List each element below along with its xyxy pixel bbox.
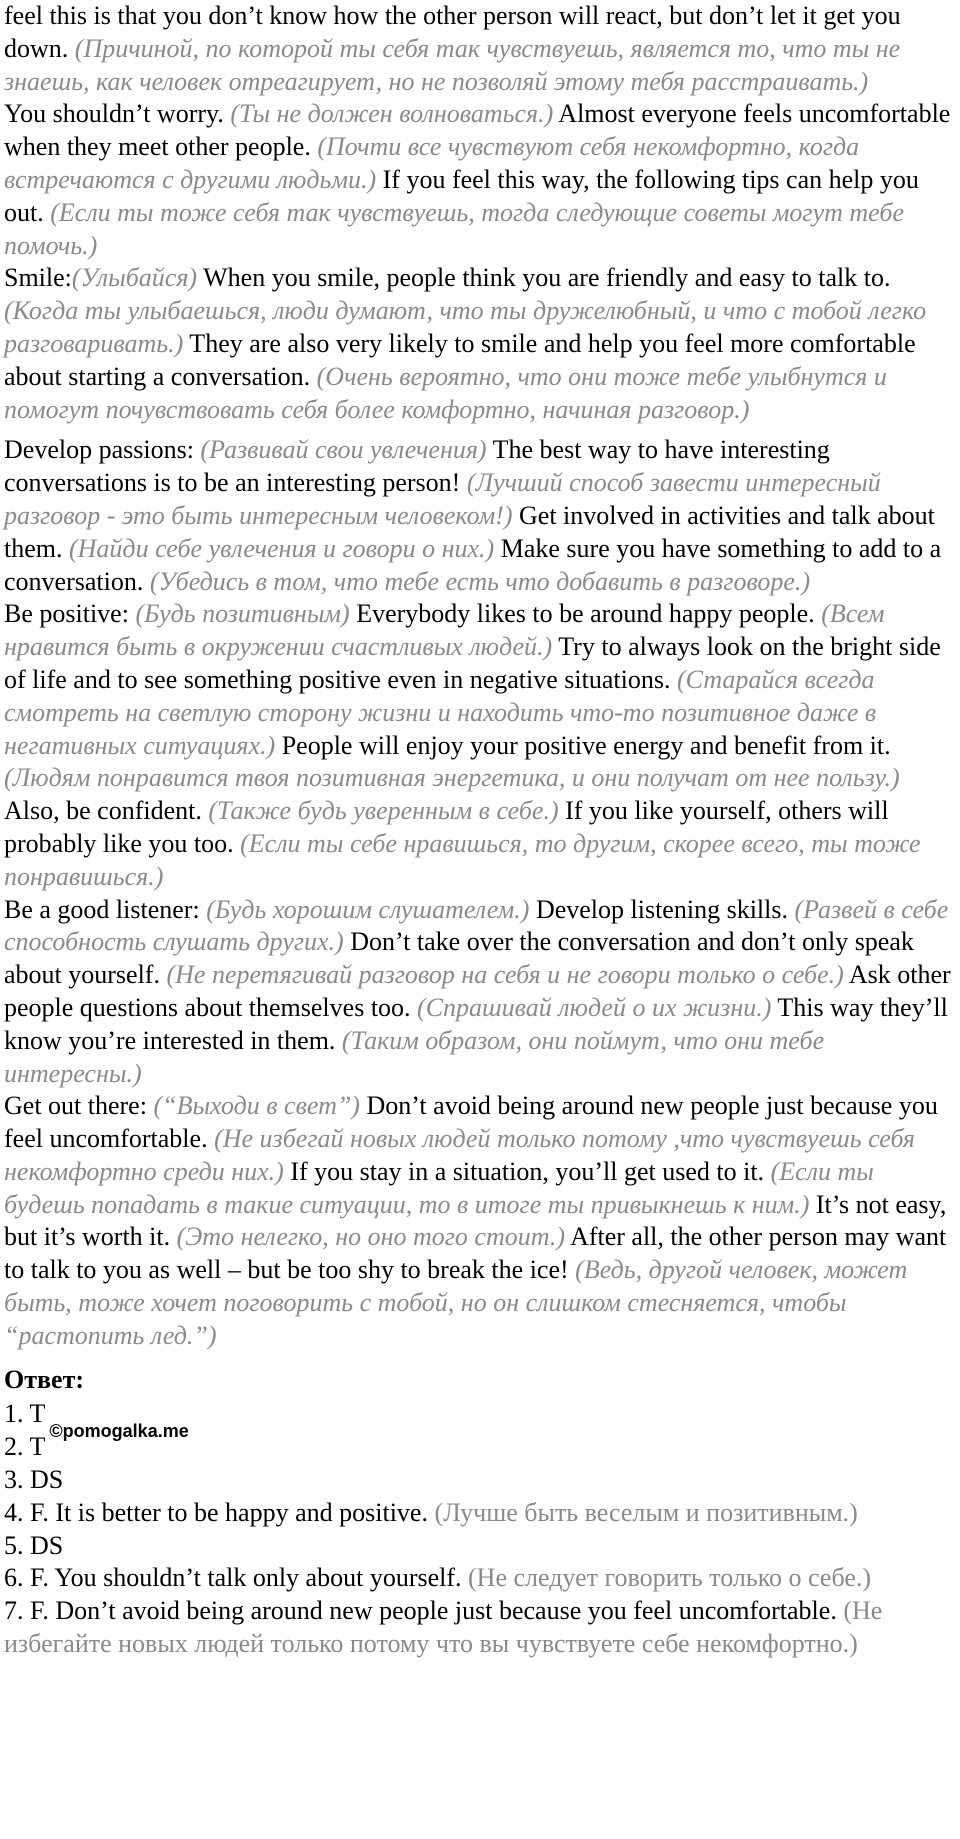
english-text: When you smile, people think you are friendly and easy to talk to. xyxy=(197,263,891,293)
answer-text: 4. F. It is better to be happy and positive. xyxy=(4,1497,435,1527)
english-text: People will enjoy your positive energy and benefit from it. xyxy=(275,730,891,760)
russian-translation: (Если ты себе нравишься, то другим, скорее всего, ты тоже понравишься.) xyxy=(4,828,921,891)
paragraph xyxy=(4,894,956,1091)
english-text: Don’t avoid being around new people just because you feel uncomfortable. xyxy=(4,1091,938,1154)
russian-translation: (Если ты тоже себя так чувствуешь, тогда следующие советы могут тебе помочь.) xyxy=(4,197,904,260)
russian-translation: (Ты не должен волноваться.) xyxy=(230,99,554,129)
answer-translation: (Не избегайте новых людей только потому что вы чувствуете себе некомфортно.) xyxy=(4,1596,883,1659)
english-text: If you stay in a situation, you’ll get used to it. xyxy=(283,1156,771,1186)
russian-translation: (Не избегай новых людей только потому ,что чувствуешь себя некомфортно среди них.) xyxy=(4,1124,915,1186)
paragraph xyxy=(4,1090,956,1352)
english-text: Don’t take over the conversation and don’t only speak about yourself. xyxy=(4,927,914,990)
answer-translation: (Лучше быть веселым и позитивным.) xyxy=(434,1497,858,1527)
watermark-text: ©pomogalka.me xyxy=(49,1421,189,1442)
russian-translation: (Очень вероятно, что они тоже тебе улыбнутся и помогут почувствовать себя более комфортно, начиная разговор.) xyxy=(4,361,887,424)
answer-list xyxy=(4,1398,956,1660)
russian-translation: (Старайся всегда смотреть на светлую сторону жизни и находить что-то позитивное даже в негативных ситуациях.) xyxy=(4,664,877,760)
body-text xyxy=(4,0,956,1353)
russian-translation: (Причиной, по которой ты себя так чувствуешь, является то, что ты не знаешь, как человек отреагирует, но не позволяй этому тебя расстраивать.) xyxy=(4,33,901,96)
english-text: Everybody likes to be around happy people. xyxy=(349,599,822,629)
russian-translation: (Когда ты улыбаешься, люди думают, что ты дружелюбный, и что с тобой легко разговаривать.) xyxy=(4,296,927,358)
russian-translation: (Также будь уверенным в себе.) xyxy=(208,796,559,826)
english-text: Make sure you have something to add to a conversation. xyxy=(4,533,942,596)
english-text: You shouldn’t worry. xyxy=(4,99,231,129)
english-text: If you like yourself, others will probably like you too. xyxy=(4,796,889,858)
russian-translation: (Спрашивай людей о их жизни.) xyxy=(417,992,772,1022)
english-text: The best way to have interesting conversations is to be an interesting person! xyxy=(4,435,830,498)
answer-item xyxy=(4,1497,956,1530)
answer-text: 1. T xyxy=(4,1399,46,1429)
answer-text: 5. DS xyxy=(4,1530,64,1560)
answer-text: 7. F. Don’t avoid being around new people just because you feel uncomfortable. xyxy=(4,1596,844,1626)
english-text: This way they’ll know you’re interested in them. xyxy=(4,992,948,1055)
paragraph xyxy=(4,434,956,598)
russian-translation: (Найди себе увлечения и говори о них.) xyxy=(69,533,495,563)
paragraph xyxy=(4,0,956,98)
russian-translation: (Лучший способ завести интересный разговор - это быть интересным человеком!) xyxy=(4,468,881,530)
russian-translation: (Будь позитивным) xyxy=(135,599,350,629)
answer-text: 6. F. You shouldn’t talk only about yourself. xyxy=(4,1563,469,1593)
english-text: If you feel this way, the following tips can help you out. xyxy=(4,164,919,227)
english-text: Get involved in activities and talk about them. xyxy=(4,500,935,563)
russian-translation: (Развей в себе способность слушать других.) xyxy=(4,894,949,957)
russian-translation: (Будь хорошим слушателем.) xyxy=(206,894,530,924)
paragraph xyxy=(4,98,956,262)
english-text: feel this is that you don’t know how the other person will react, but don’t let it get you down. xyxy=(4,1,901,63)
document-page xyxy=(4,0,956,1661)
russian-translation: (Всем нравится быть в окружении счастливых людей.) xyxy=(4,599,885,662)
answer-item xyxy=(4,1595,956,1661)
english-text: Develop listening skills. xyxy=(529,894,795,924)
russian-translation: (Улыбайся) xyxy=(71,263,198,293)
russian-translation: (Это нелегко, но оно того стоит.) xyxy=(176,1222,565,1252)
paragraph xyxy=(4,598,956,893)
russian-translation: (Если ты будешь попадать в такие ситуации, то в итоге ты привыкнешь к ним.) xyxy=(4,1156,874,1219)
english-text: It’s not easy, but it’s worth it. xyxy=(4,1189,947,1252)
english-text: Get out there: xyxy=(4,1091,154,1121)
english-text: After all, the other person may want to talk to you as well – but be too shy to break the ice! xyxy=(4,1222,947,1285)
paragraph xyxy=(4,262,956,426)
english-text: Smile: xyxy=(4,263,72,293)
russian-translation: (Развивай свои увлечения) xyxy=(200,435,487,465)
english-text: Also, be confident. xyxy=(4,796,209,826)
answer-item xyxy=(4,1562,956,1595)
english-text: Ask other people questions about themselves too. xyxy=(4,960,951,1022)
english-text: Try to always look on the bright side of life and to see something positive even in negative situations. xyxy=(4,632,941,694)
answer-heading: Ответ: xyxy=(4,1364,85,1394)
answer-text: 2. T xyxy=(4,1432,46,1462)
english-text: Almost everyone feels uncomfortable when they meet other people. xyxy=(4,99,951,162)
answer-text: 3. DS xyxy=(4,1465,64,1495)
answer-item xyxy=(4,1421,956,1464)
answer-section xyxy=(4,1364,956,1661)
english-text: They are also very likely to smile and help you feel more comfortable about starting a conversation. xyxy=(4,328,916,391)
english-text: Develop passions: xyxy=(4,435,201,465)
russian-translation: (Не перетягивай разговор на себя и не говори только о себе.) xyxy=(166,960,844,990)
russian-translation: (Таким образом, они поймут, что они тебе интересны.) xyxy=(4,1025,825,1088)
english-text: Be positive: xyxy=(4,599,136,629)
russian-translation: (Почти все чувствуют себя некомфортно, когда встречаются с другими людьми.) xyxy=(4,132,860,194)
answer-translation: (Не следует говорить только о себе.) xyxy=(468,1563,872,1593)
russian-translation: (Убедись в том, что тебе есть что добавить в разговоре.) xyxy=(149,566,811,596)
russian-translation: (Ведь, другой человек, может быть, тоже хочет поговорить с тобой, но он слишком стесняется, чтобы “растопить лед.”) xyxy=(4,1255,908,1350)
russian-translation: (“Выходи в свет”) xyxy=(153,1091,360,1121)
answer-item xyxy=(4,1530,956,1563)
english-text: Be a good listener: xyxy=(4,894,207,924)
answer-item xyxy=(4,1464,956,1497)
russian-translation: (Людям понравится твоя позитивная энергетика, и они получат от нее пользу.) xyxy=(4,763,900,793)
